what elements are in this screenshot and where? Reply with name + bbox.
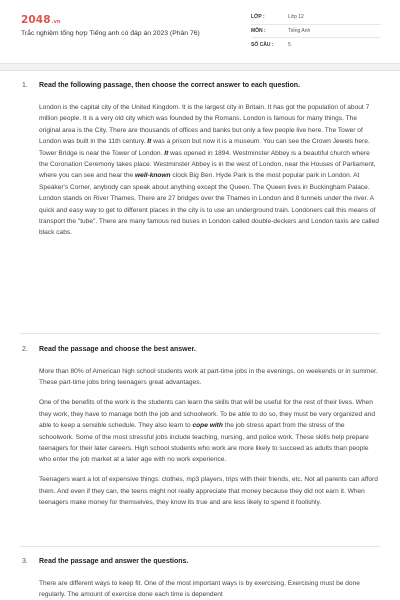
passage-text: clock Big Ben. Hyde Park is the most popular park in London. At Speaker's Corner, anybody can speak about anything except the Queen. The Queen lives in Buckingham Palace. London stands on River Thames. There are 27 bridges over the Thames in London and 8 tunnels under the river. A quick and easy way to get to different places in the city is to use an underground train. Londoners call this means of transport the "tube". There are many famous red buses in London called double-deckers and London taxis are called black cabs. bbox=[39, 172, 379, 237]
meta-key: LỚP : bbox=[251, 14, 265, 21]
passage-text: was a prison but now it is a museum. You can see the Crown Jewels here. Tower Bridge is near the Tower of London. bbox=[39, 138, 370, 157]
question-number: 1. bbox=[22, 82, 28, 89]
logo-text: 2048 bbox=[21, 14, 51, 26]
meta-value: 5 bbox=[288, 41, 291, 48]
passage-text: London is the capital city of the United Kingdom. It is the largest city in Britain. It has got the population of about 7 million people. It is a very old city which was founded by the Romans. London is famous for many things. The original area is the City. There are thousands of offices and banks but only a few people live here. The Tower of London was built in the 11th century. bbox=[39, 104, 370, 146]
question-header bbox=[20, 82, 380, 94]
meta-value: Tiếng Anh bbox=[288, 27, 311, 34]
meta-value: Lớp 12 bbox=[288, 14, 304, 21]
meta-key: MÔN : bbox=[251, 27, 266, 34]
header-separator bbox=[0, 63, 400, 71]
question-divider bbox=[20, 333, 380, 334]
question-header bbox=[20, 558, 380, 570]
question-instruction: Read the passage and answer the questions. bbox=[39, 558, 189, 565]
question-2 bbox=[20, 346, 380, 517]
passage-paragraph bbox=[39, 102, 379, 239]
question-passage bbox=[39, 578, 379, 600]
emphasized-word: cope with bbox=[192, 422, 223, 430]
quiz-title: Trắc nghiệm tổng hợp Tiếng anh có đáp án 2023 (Phần 76) bbox=[21, 30, 200, 37]
passage-paragraph bbox=[39, 397, 379, 465]
meta-row-subject bbox=[251, 25, 381, 39]
logo-suffix: .vn bbox=[51, 19, 61, 25]
question-3 bbox=[20, 558, 380, 600]
question-header bbox=[20, 346, 380, 358]
passage-paragraph: More than 80% of American high school students work at part-time jobs in the evenings, on weekends or in summer. These part-time jobs bring teenagers great advantages. bbox=[39, 368, 378, 387]
page-header bbox=[0, 0, 400, 64]
question-passage bbox=[39, 102, 379, 239]
site-logo[interactable] bbox=[21, 14, 61, 26]
meta-key: SỐ CÂU : bbox=[251, 41, 274, 48]
question-instruction: Read the passage and choose the best answer. bbox=[39, 346, 196, 353]
meta-row-question-count bbox=[251, 38, 381, 52]
emphasized-word: It bbox=[147, 138, 152, 146]
emphasized-word: well-known bbox=[135, 172, 171, 180]
question-number: 3. bbox=[22, 558, 28, 565]
question-divider bbox=[20, 546, 380, 547]
question-instruction: Read the following passage, then choose the correct answer to each question. bbox=[39, 82, 300, 89]
meta-row-class bbox=[251, 11, 381, 25]
passage-paragraph: There are different ways to keep fit. One of the most important ways is by exercising. Exercising must be done regularly. The amount of exercise done each time is dependent bbox=[39, 580, 360, 599]
passage-text: was opened in 1894. Westminster Abbey is a beautiful church where the Coronation Ceremony takes place. Westminster Abbey is in the west of London, near the Houses of Parliament, where you can see and hear the bbox=[39, 149, 376, 180]
question-passage bbox=[39, 366, 379, 508]
quiz-meta-table bbox=[251, 11, 381, 52]
question-number: 2. bbox=[22, 346, 28, 353]
question-1 bbox=[20, 82, 380, 247]
passage-text: One of the benefits of the work is the students can learn the skills that will be useful for the rest of their lives. When they work, they have to manage both the job and schoolwork. To be able to do so, they must be very organized and able to keep a sensible schedule. They also learn to bbox=[39, 399, 376, 430]
passage-paragraph: Teenagers want a lot of expensive things: clothes, mp3 players, trips with their friends, etc. Not all parents can afford them. And even if they can, the teens might not really appreciate that money because they did not earn it. When teenagers make money for themselves, they know its true and are less likely to spend it foolishly. bbox=[39, 476, 378, 507]
emphasized-word: It bbox=[164, 149, 169, 157]
passage-text: the job stress apart from the stress of the schoolwork. Some of the most stressful jobs include teaching, nursing, and police work. These skills help prepare teenagers for their later careers. High school students who work are more likely to succeed as adults than people who enter the job market at a later age with no work experience. bbox=[39, 422, 369, 464]
